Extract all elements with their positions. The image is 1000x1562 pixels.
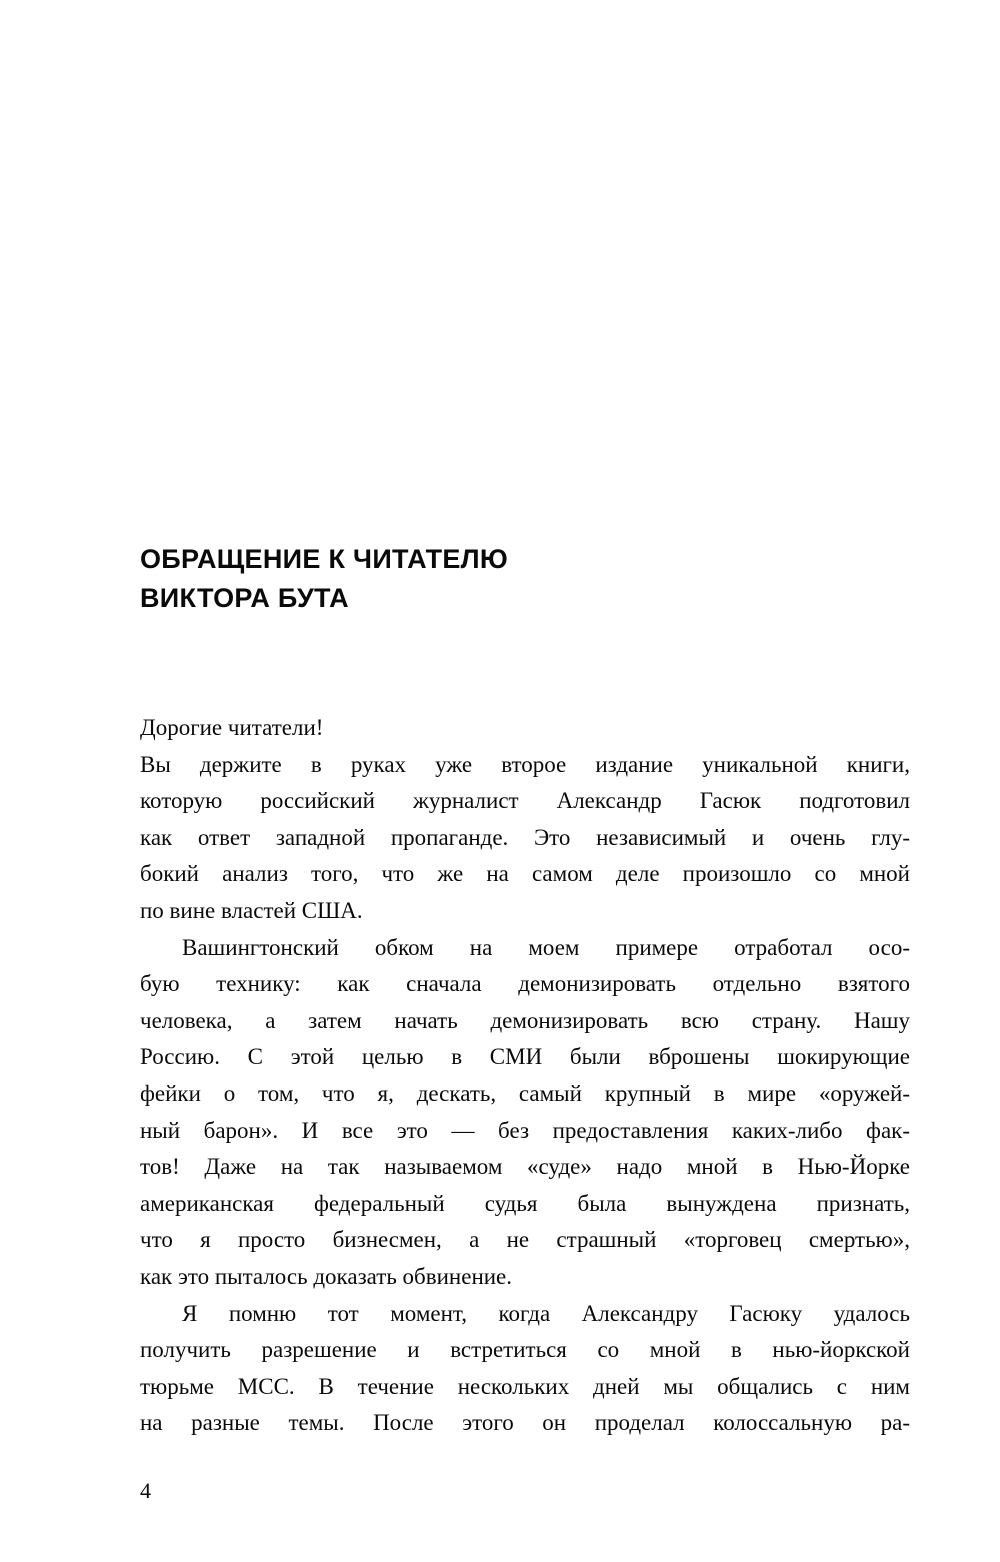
text-line: Вашингтонский обком на моем примере отработал осо- [182,934,910,960]
text-line: Дорогие читатели! [140,715,324,740]
text-line: тов! Даже на так называемом «суде» надо мной в Нью-Йорке [140,1154,910,1180]
text-line: Я помню тот момент, когда Александру Гасюку удалось [182,1300,910,1326]
text-line: ный барон». И все это — без предоставления каких-либо фак- [140,1117,910,1143]
chapter-title [140,540,508,618]
text-line: американская федеральный судья была вынуждена признать, [140,1190,910,1216]
text-line: тюрьме МСС. В течение нескольких дней мы общались с ним [140,1373,910,1399]
chapter-title-line-2: ВИКТОРА БУТА [140,583,349,613]
text-line: бокий анализ того, что же на самом деле произошло со мной [140,861,910,887]
text-line: что я просто бизнесмен, а не страшный «торговец смертью», [140,1227,910,1253]
text-line: как ответ западной пропаганде. Это независимый и очень глу- [140,824,910,850]
text-line: по вине властей США. [140,897,363,923]
text-line: человека, а затем начать демонизировать всю страну. Нашу [140,1007,910,1033]
text-line: фейки о том, что я, дескать, самый крупный в мире «оружей- [140,1080,910,1106]
text-line: Россию. С этой целью в СМИ были вброшены шокирующие [140,1044,910,1070]
chapter-title-line-1: ОБРАЩЕНИЕ К ЧИТАТЕЛЮ [140,544,509,574]
body-text [140,710,910,1442]
text-line: Вы держите в руках уже второе издание уникальной книги, [140,751,910,777]
text-line: бую технику: как сначала демонизировать отдельно взятого [140,971,910,997]
text-line: на разные темы. После этого он проделал колоссальную ра- [140,1410,910,1436]
text-line: которую российский журналист Александр Гасюк подготовил [140,788,910,814]
text-line: как это пыталось доказать обвинение. [140,1263,513,1289]
page-number: 4 [140,1478,151,1503]
text-line: получить разрешение и встретиться со мной в нью-йоркской [140,1337,910,1363]
